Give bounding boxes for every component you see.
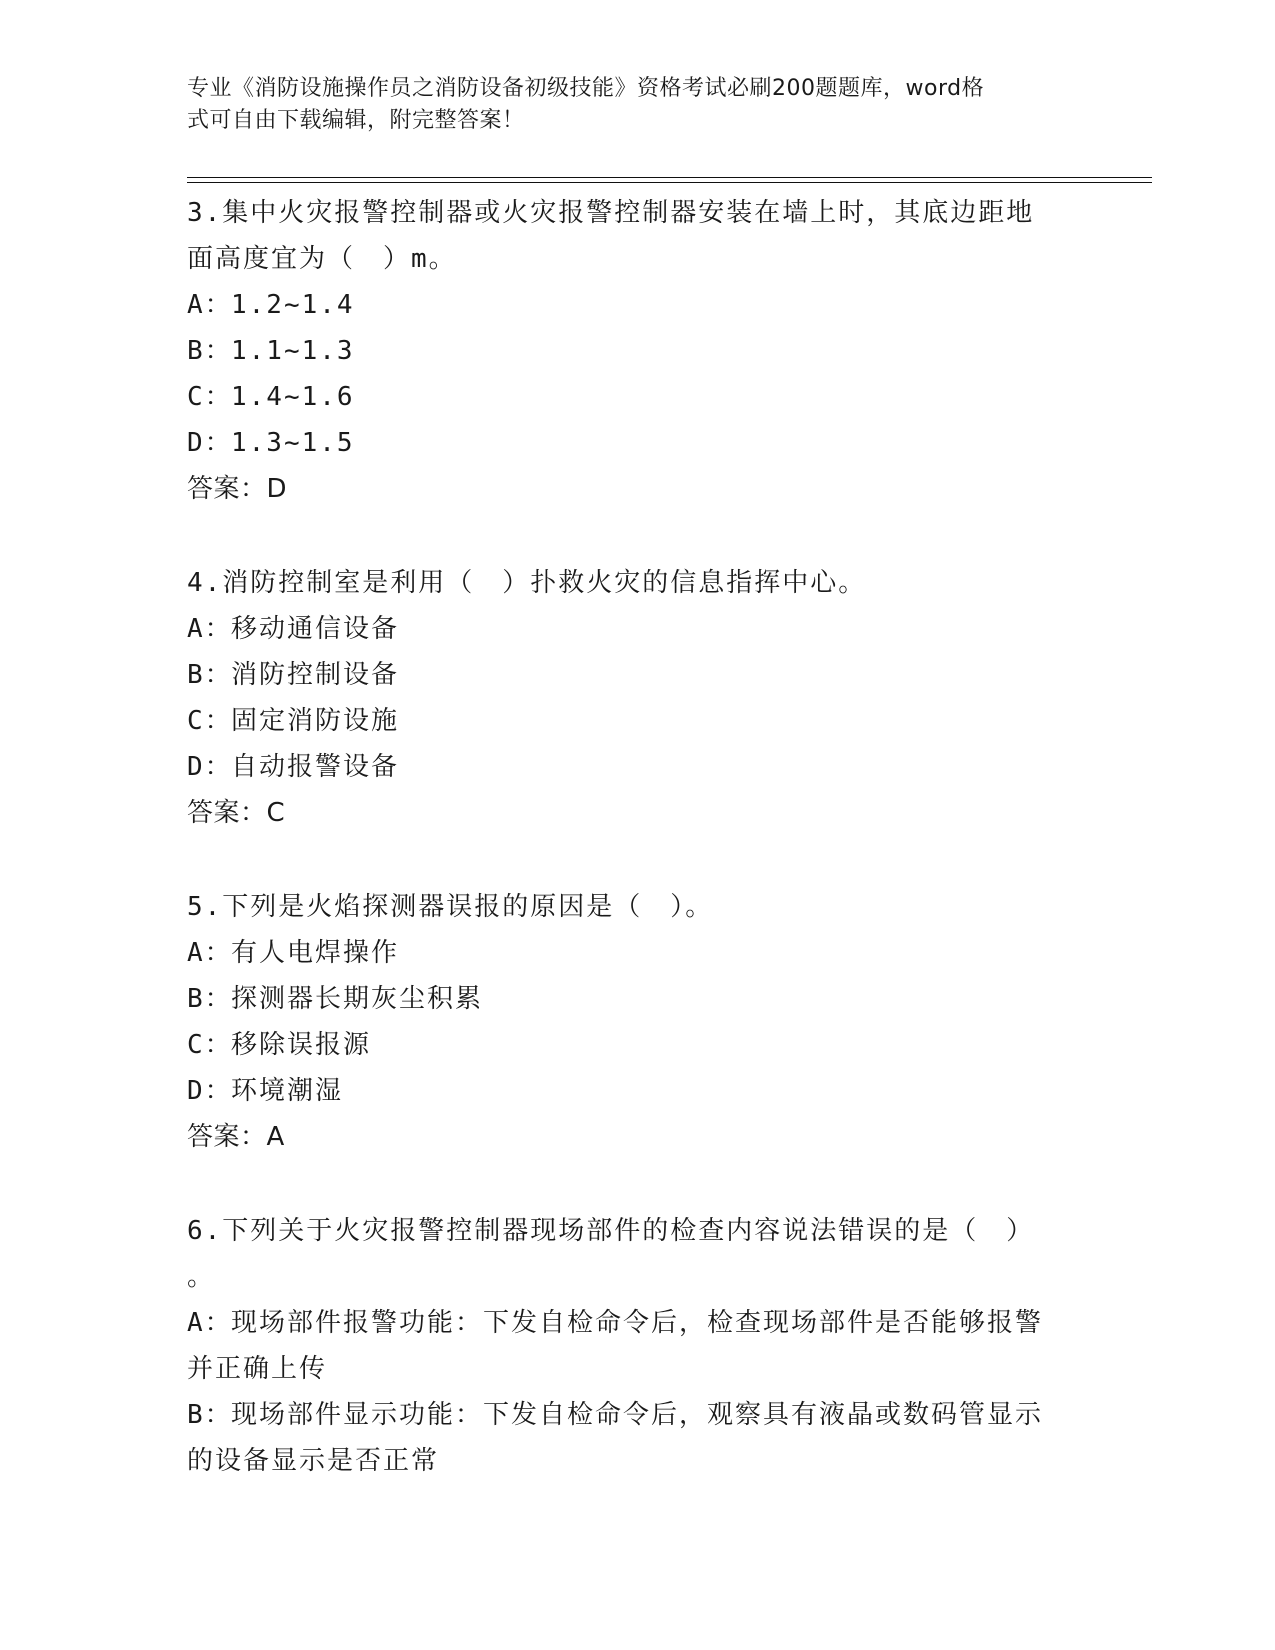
header-divider-bottom (187, 182, 1152, 183)
option-c (187, 1022, 1087, 1068)
option-a (187, 1300, 1087, 1346)
answer-line: 答案：C (187, 798, 286, 828)
option-text: 1.3~1.5 (231, 428, 355, 458)
option-key: C： (187, 1030, 233, 1060)
option-text: 移动通信设备 (231, 614, 400, 644)
option-key: C： (187, 706, 233, 736)
header-line-2: 式可自由下载编辑，附完整答案！ (187, 108, 525, 133)
option-b (187, 328, 1087, 374)
option-key: D： (187, 428, 233, 458)
question-stem-line: 3.集中火灾报警控制器或火灾报警控制器安装在墙上时，其底边距地 (187, 198, 1035, 228)
header-divider-top (187, 177, 1152, 178)
option-key: B： (187, 660, 233, 690)
option-key: A： (187, 938, 233, 968)
option-key: B： (187, 336, 233, 366)
option-text: 1.4~1.6 (231, 382, 355, 412)
option-b (187, 1392, 1087, 1438)
option-b (187, 976, 1087, 1022)
option-key: A： (187, 614, 233, 644)
option-a (187, 606, 1087, 652)
option-a (187, 282, 1087, 328)
option-a-continuation: 并正确上传 (187, 1354, 328, 1384)
option-key: D： (187, 752, 233, 782)
option-text: 环境潮湿 (231, 1076, 344, 1106)
option-text: 消防控制设备 (231, 660, 400, 690)
header-line-1: 专业《消防设施操作员之消防设备初级技能》资格考试必刷200题题库，word格 (187, 76, 985, 101)
option-text: 1.1~1.3 (231, 336, 355, 366)
option-d (187, 744, 1087, 790)
answer-line: 答案：D (187, 474, 288, 504)
option-c (187, 374, 1087, 420)
option-key: B： (187, 1400, 233, 1430)
option-text: 有人电焊操作 (231, 938, 400, 968)
option-text: 固定消防设施 (231, 706, 400, 736)
option-text: 自动报警设备 (231, 752, 400, 782)
question-stem-line: 。 (187, 1262, 216, 1292)
option-text: 移除误报源 (231, 1030, 372, 1060)
question-6 (187, 1208, 1087, 1484)
option-b-continuation: 的设备显示是否正常 (187, 1446, 440, 1476)
option-d (187, 420, 1087, 466)
option-d (187, 1068, 1087, 1114)
option-key: A： (187, 290, 233, 320)
question-4 (187, 560, 1087, 836)
option-key: D： (187, 1076, 233, 1106)
option-a (187, 930, 1087, 976)
question-3 (187, 190, 1087, 512)
option-key: B： (187, 984, 233, 1014)
question-list (187, 190, 1087, 1532)
option-text: 现场部件显示功能：下发自检命令后，观察具有液晶或数码管显示 (231, 1400, 1044, 1430)
option-text: 探测器长期灰尘积累 (231, 984, 484, 1014)
option-text: 1.2~1.4 (231, 290, 355, 320)
option-text: 现场部件报警功能：下发自检命令后，检查现场部件是否能够报警 (231, 1308, 1044, 1338)
question-stem-line: 6.下列关于火灾报警控制器现场部件的检查内容说法错误的是（ ） (187, 1216, 1035, 1246)
option-b (187, 652, 1087, 698)
document-header (187, 73, 1067, 137)
answer-line: 答案：A (187, 1122, 285, 1152)
option-c (187, 698, 1087, 744)
option-key: C： (187, 382, 233, 412)
option-key: A： (187, 1308, 233, 1338)
question-stem-line: 面高度宜为（ ）m。 (187, 244, 457, 274)
question-stem-line: 5.下列是火焰探测器误报的原因是（ ）。 (187, 892, 714, 922)
question-5 (187, 884, 1087, 1160)
question-stem-line: 4.消防控制室是利用（ ）扑救火灾的信息指挥中心。 (187, 568, 867, 598)
